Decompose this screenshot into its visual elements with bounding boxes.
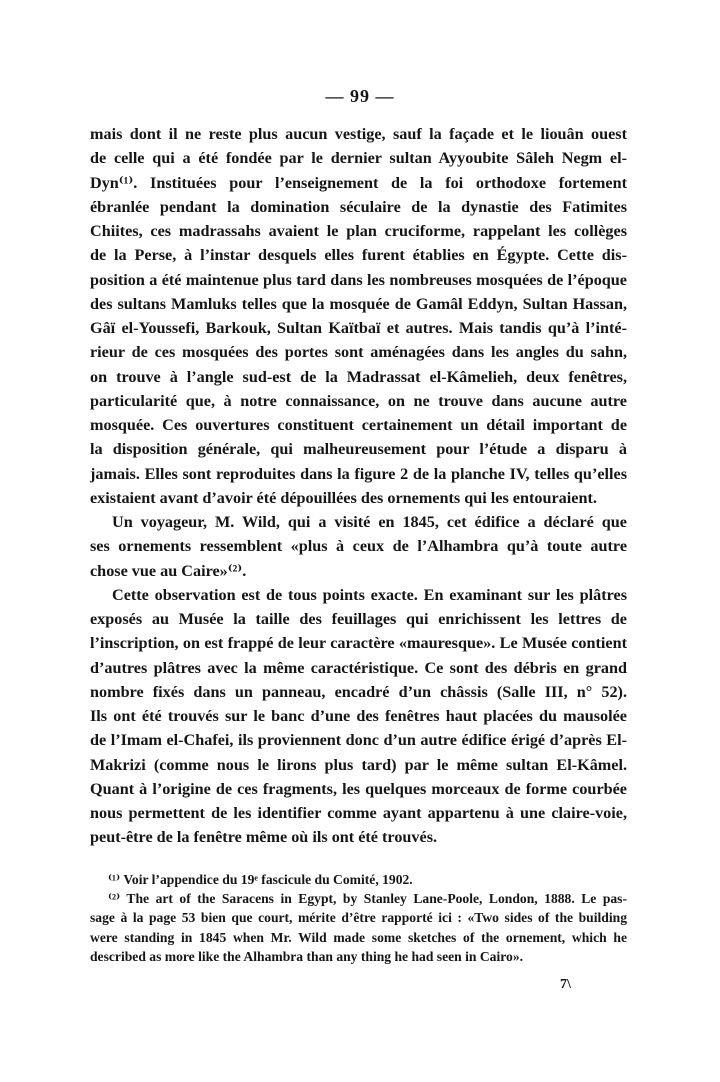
footnote-line: ⁽¹⁾ Voir l’appendice du 19ᵉ fascicule du Comité, 1902. bbox=[108, 872, 413, 887]
text-line: mais dont il ne reste plus aucun vestige, sauf la façade et le liouân ouest bbox=[90, 125, 627, 143]
footnote-line: sage à la page 53 bien que court, mérite d’être rapporté ici : «Two sides of the building bbox=[90, 910, 627, 926]
text-line: Quant à l’origine de ces fragments, les quelques morceaux de forme courbée bbox=[90, 779, 627, 798]
text-line: peut-être de la fenêtre même où ils ont été trouvés. bbox=[90, 828, 438, 847]
footnote-line: were standing in 1845 when Mr. Wild made some sketches of the ornement, which he bbox=[90, 929, 627, 945]
text-line: on trouve à l’angle sud-est de la Madrassat el-Kâmelieh, deux fenêtres, bbox=[90, 367, 627, 386]
text-line: existaient avant d’avoir été dépouillées des ornements qui les entouraient. bbox=[90, 488, 597, 507]
text-line: ébranlée pendant la domination séculaire de la dynastie des Fatimites bbox=[90, 197, 627, 216]
text-line: position a été maintenue plus tard dans les nombreuses mosquées de l’époque bbox=[90, 270, 627, 289]
footnote-line: described as more like the Alhambra than any thing he had seen in Cairo». bbox=[90, 948, 524, 964]
text-line: Gâï el-Youssefi, Barkouk, Sultan Kaïtbaï et autres. Mais tandis qu’à l’inté- bbox=[90, 319, 627, 337]
text-line: chose vue au Caire»⁽²⁾. bbox=[90, 561, 247, 580]
text-line: nous permettent de les identifier comme ayant appartenu à une claire-voie, bbox=[90, 804, 627, 822]
footnotes bbox=[90, 870, 627, 966]
text-line: exposés au Musée la taille des feuillages qui enrichissent les lettres de bbox=[90, 610, 627, 628]
text-line: l’inscription, on est frappé de leur caractère «mauresque». Le Musée contient bbox=[90, 634, 627, 653]
text-line: Cette observation est de tous points exacte. En examinant sur les plâtres bbox=[112, 585, 627, 604]
text-line: mosquée. Ces ouvertures constituent certainement un détail important de bbox=[90, 416, 627, 434]
text-line: Dyn⁽¹⁾. Instituées pour l’enseignement de la foi orthodoxe fortement bbox=[90, 173, 627, 192]
main-text bbox=[90, 122, 627, 850]
text-line: Un voyageur, M. Wild, qui a visité en 1845, cet édifice a déclaré que bbox=[112, 513, 627, 531]
signature-mark: 7\ bbox=[560, 977, 571, 992]
text-line: nombre fixés dans un panneau, encadré d’un châssis (Salle III, n° 52). bbox=[90, 682, 627, 701]
text-line: particularité que, à notre connaissance, on ne trouve dans aucune autre bbox=[90, 391, 627, 410]
text-line: jamais. Elles sont reproduites dans la figure 2 de la planche IV, telles qu’elles bbox=[90, 464, 627, 483]
text-line: la disposition générale, qui malheureusement pour l’étude a disparu à bbox=[90, 440, 627, 459]
page-number: — 99 — bbox=[325, 86, 395, 106]
text-line: Makrizi (comme nous le lirons plus tard) par le même sultan El-Kâmel. bbox=[90, 755, 627, 774]
text-line: rieur de ces mosquées des portes sont aménagées dans les angles du sahn, bbox=[90, 343, 627, 362]
text-line: des sultans Mamluks telles que la mosquée de Gamâl Eddyn, Sultan Hassan, bbox=[90, 294, 627, 313]
text-line: de l’Imam el-Chafei, ils proviennent donc d’un autre édifice érigé d’après El- bbox=[90, 731, 627, 750]
text-line: de la Perse, à l’instar desquels elles furent établies en Égypte. Cette dis- bbox=[90, 246, 627, 265]
text-line: Chiites, ces madrassahs avaient le plan cruciforme, rappelant les collèges bbox=[90, 222, 627, 240]
text-line: d’autres plâtres avec la même caractéristique. Ce sont des débris en grand bbox=[90, 658, 627, 677]
text-line: de celle qui a été fondée par le dernier sultan Ayyoubite Sâleh Negm el- bbox=[90, 149, 627, 168]
text-line: ses ornements ressemblent «plus à ceux de l’Alhambra qu’à toute autre bbox=[90, 537, 627, 556]
text-line: Ils ont été trouvés sur le banc d’une des fenêtres haut placées du mausolée bbox=[90, 707, 627, 725]
footnote-line: ⁽²⁾ The art of the Saracens in Egypt, by Stanley Lane-Poole, London, 1888. Le pas- bbox=[108, 891, 627, 907]
